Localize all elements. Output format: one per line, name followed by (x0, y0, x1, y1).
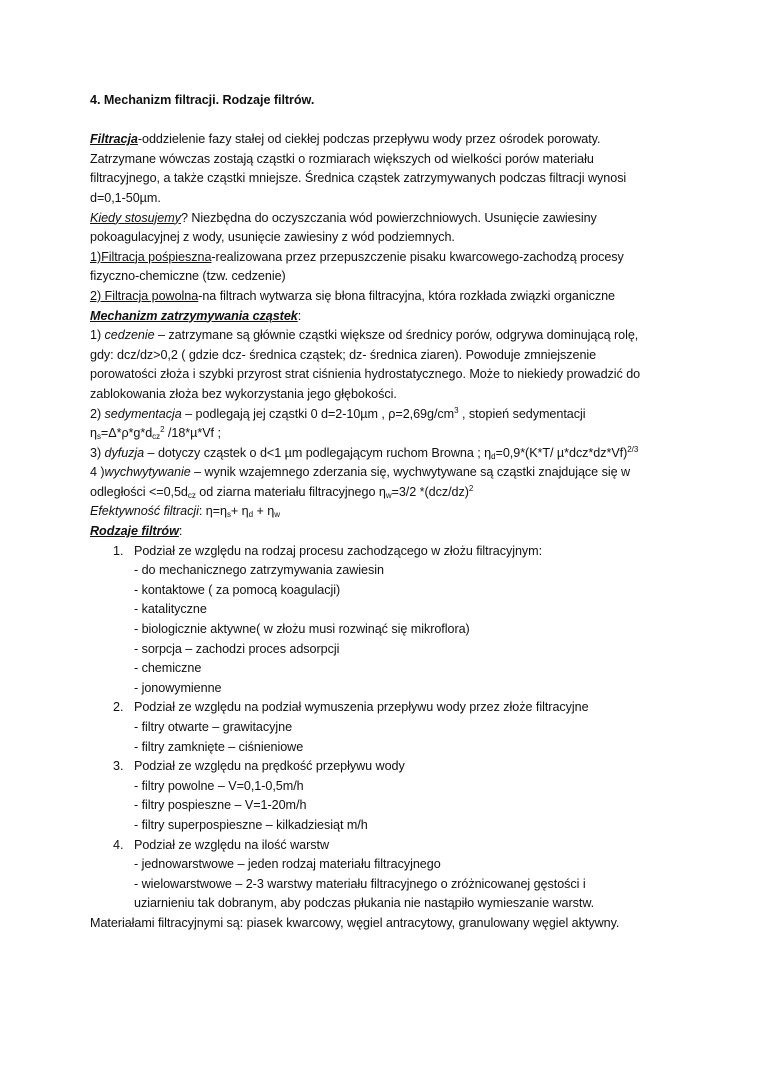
filter-type-3-heading: 3. Podział ze względu na prędkość przepływu wody (113, 759, 405, 774)
cedzenie-line-4: zablokowania złoża bez wykorzystania jego głębokości. (90, 386, 397, 401)
definition-line-4: d=0,1-50µm. (90, 190, 161, 205)
when-line-1: Kiedy stosujemy? Niezbędna do oczyszczania wód powierzchniowych. Usunięcie zawiesiny (90, 210, 597, 225)
list-item: - biologicznie aktywne( w złożu musi rozwinąć się mikroflora) (134, 622, 470, 637)
list-item: - kontaktowe ( za pomocą koagulacji) (134, 582, 341, 597)
fast-filtration-line-1: 1)Filtracja pośpieszna-realizowana przez przepuszczenie pisaku kwarcowego-zachodzą procesy (90, 249, 624, 264)
when-question: Kiedy stosujemy (90, 210, 181, 225)
list-item: - sorpcja – zachodzi proces adsorpcji (134, 641, 340, 656)
list-item: - do mechanicznego zatrzymywania zawiesin (134, 563, 384, 578)
list-item: - filtry zamknięte – ciśnieniowe (134, 739, 304, 754)
when-line-2: pokoagulacyjnej z wody, usunięcie zawiesiny z wód podziemnych. (90, 230, 455, 245)
wychwytywanie-line-1: 4 )wychwytywanie – wynik wzajemnego zderzania się, wychwytywane są cząstki znajdujące się w (90, 465, 631, 480)
list-item: - filtry powolne – V=0,1-0,5m/h (134, 778, 304, 793)
mechanism-heading: Mechanizm zatrzymywania cząstek: (90, 308, 302, 323)
list-item: - filtry otwarte – grawitacyjne (134, 720, 293, 734)
document-body (90, 91, 725, 934)
slow-filtration-line: 2) Filtracja powolna-na filtrach wytwarza się błona filtracyjna, która rozkłada związki organiczne (90, 288, 615, 303)
efficiency-label: Efektywność filtracji (90, 504, 199, 519)
list-item: - jonowymienne (134, 680, 222, 695)
list-item-continuation: uziarnieniu tak dobranym, aby podczas płukania nie nastąpiło wymieszanie warstw. (134, 896, 595, 911)
definition-line-3: filtracyjnego, a także cząstki mniejsze. Średnica cząstek zatrzymywanych podczas filtracji wynosi (90, 171, 627, 186)
wychwytywanie-term: wychwytywanie (104, 465, 191, 480)
filter-types-heading: Rodzaje filtrów: (90, 524, 183, 539)
list-item: - katalityczne (134, 602, 207, 617)
filter-type-1-heading: 1. Podział ze względu na rodzaj procesu zachodzącego w złożu filtracyjnym: (113, 543, 543, 558)
fast-filtration-line-2: fizyczno-chemiczne (tzw. cedzenie) (90, 269, 286, 284)
sedymentacja-term: sedymentacja (104, 406, 182, 421)
sedymentacja-formula: $\eta_s=\Delta*\rho*g*d_{cz}^2$ /18*µ*Vf ; (90, 425, 221, 442)
sedymentacja-line-1: 2) sedymentacja – podlegają jej cząstki 0 d=2-10µm , $\rho=2,69g/cm^3$ , stopień sedymentacji (90, 405, 586, 421)
list-item: - filtry superpospieszne – kilkadziesiąt m/h (134, 817, 368, 832)
filter-type-4-heading: 4. Podział ze względu na ilość warstw (113, 837, 329, 852)
definition-term: Filtracja (90, 132, 138, 147)
definition-line-2: Zatrzymane wówczas zostają cząstki o rozmiarach większych od wielkości porów materiału (90, 151, 594, 166)
list-item: - chemiczne (134, 661, 202, 676)
cedzenie-term: cedzenie (104, 328, 155, 343)
efficiency-line: Efektywność filtracji: $\eta=\eta_s+ \eta_d + \eta_w$ (90, 504, 280, 520)
cedzenie-line-2: gdy: dcz/dz>0,2 ( gdzie dcz- średnica cząstek; dz- średnica ziaren). Powoduje zmniejszenie (90, 347, 597, 362)
fast-filtration-label: 1)Filtracja pośpieszna (90, 249, 212, 264)
dyfuzja-term: dyfuzja (104, 445, 145, 460)
cedzenie-line-3: porowatości złoża i szybki przyrost strat ciśnienia hydrostatycznego. Może to niekiedy prowadzić do (90, 367, 641, 382)
list-item: - wielowarstwowe – 2-3 warstwy materiału filtracyjnego o zróżnicowanej gęstości i (134, 876, 586, 891)
slow-filtration-label: 2) Filtracja powolna (90, 288, 199, 303)
dyfuzja-line: 3) dyfuzja – dotyczy cząstek o d<1 µm podlegającym ruchom Browna ; $\eta_d=0,9*(K*T/$ µ*dcz*dz*Vf)$^{2/3}$ (90, 444, 639, 461)
materials-line: Materiałami filtracyjnymi są: piasek kwarcowy, węgiel antracytowy, granulowany węgiel aktywny. (90, 915, 620, 930)
definition-line-1: Filtracja-oddzielenie fazy stałej od ciekłej podczas przepływu wody przez ośrodek porowaty. (90, 132, 601, 147)
list-item: - filtry pospieszne – V=1-20m/h (134, 798, 307, 813)
list-item: - jednowarstwowe – jeden rodzaj materiału filtracyjnego (134, 857, 441, 872)
section-title: 4. Mechanizm filtracji. Rodzaje filtrów. (90, 93, 315, 107)
filter-type-2-heading: 2. Podział ze względu na podział wymuszenia przepływu wody przez złoże filtracyjne (113, 700, 589, 715)
wychwytywanie-line-2: odległości $<=0,5d_{cz}$ od ziarna materiału filtracyjnego $\eta_w=3/2$ $*(dcz/dz)^2$ (90, 483, 474, 500)
cedzenie-line-1: 1) cedzenie – zatrzymane są głównie cząstki większe od średnicy porów, odgrywa dominującą rolę, (90, 328, 639, 343)
